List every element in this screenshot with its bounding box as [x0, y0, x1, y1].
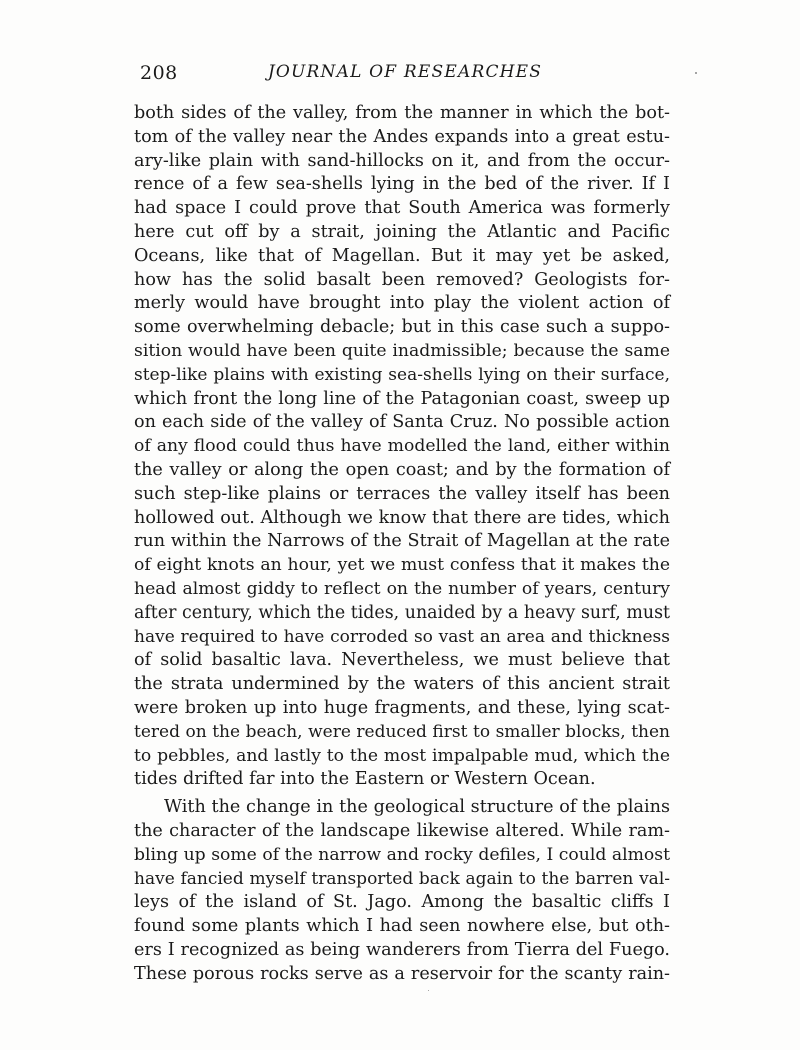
- text-line: tered on the beach, were reduced first to smaller blocks, then: [134, 721, 670, 742]
- text-line: the strata undermined by the waters of this ancient strait: [134, 674, 670, 695]
- text-line: tom of the valley near the Andes expands into a great estu-: [134, 126, 670, 147]
- text-line: leys of the island of St. Jago. Among the basaltic cliffs I: [134, 892, 670, 913]
- paper-speck: [428, 990, 429, 991]
- text-line: of solid basaltic lava. Nevertheless, we must believe that: [134, 650, 670, 671]
- text-line: the character of the landscape likewise altered. While ram-: [134, 820, 670, 841]
- text-line: had space I could prove that South America was formerly: [134, 198, 670, 219]
- text-line: sition would have been quite inadmissible; because the same: [134, 340, 670, 361]
- text-line: both sides of the valley, from the manner in which the bot-: [134, 103, 670, 123]
- body-text: [134, 102, 670, 986]
- paper-speck: [695, 72, 697, 74]
- text-line: rence of a few sea-shells lying in the bed of the river. If I: [134, 174, 670, 195]
- text-line: These porous rocks serve as a reservoir for the scanty rain-: [134, 963, 670, 984]
- text-line: bling up some of the narrow and rocky defiles, I could almost: [134, 844, 670, 865]
- running-title: JOURNAL OF RESEARCHES: [267, 62, 543, 82]
- page-number: 208: [140, 62, 178, 84]
- text-line: hollowed out. Although we know that there are tides, which: [134, 507, 670, 528]
- text-line: on each side of the valley of Santa Cruz. No possible action: [134, 412, 670, 433]
- text-line: to pebbles, and lastly to the most impalpable mud, which the: [134, 745, 670, 766]
- text-line: found some plants which I had seen nowhere else, but oth-: [134, 916, 670, 937]
- text-line: some overwhelming debacle; but in this case such a suppo-: [134, 317, 670, 338]
- text-line: the valley or along the open coast; and by the formation of: [134, 459, 670, 480]
- text-line: run within the Narrows of the Strait of Magellan at the rate: [134, 531, 670, 552]
- text-line: after century, which the tides, unaided by a heavy surf, must: [134, 602, 670, 623]
- text-line: With the change in the geological structure of the plains: [164, 797, 670, 818]
- paragraph-1: [134, 102, 670, 792]
- text-line: of any flood could thus have modelled the land, either within: [134, 436, 670, 457]
- text-line: merly would have brought into play the violent action of: [134, 293, 670, 314]
- text-line: step-like plains with existing sea-shells lying on their surface,: [134, 364, 670, 385]
- text-line: ers I recognized as being wanderers from Tierra del Fuego.: [134, 939, 670, 960]
- text-line: such step-like plains or terraces the valley itself has been: [134, 483, 670, 504]
- text-line: were broken up into huge fragments, and these, lying scat-: [134, 697, 670, 718]
- text-line: have required to have corroded so vast an area and thickness: [134, 626, 670, 647]
- text-line: here cut off by a strait, joining the Atlantic and Pacific: [134, 221, 670, 242]
- text-line: tides drifted far into the Eastern or Western Ocean.: [134, 769, 596, 790]
- paragraph-2: [134, 796, 670, 986]
- running-head: [140, 62, 670, 90]
- text-line: have fancied myself transported back again to the barren val-: [134, 868, 670, 889]
- text-line: which front the long line of the Patagonian coast, sweep up: [134, 388, 670, 409]
- text-line: Oceans, like that of Magellan. But it may yet be asked,: [134, 245, 670, 266]
- text-line: how has the solid basalt been removed? Geologists for-: [134, 269, 670, 290]
- text-line: of eight knots an hour, yet we must confess that it makes the: [134, 555, 670, 576]
- text-line: head almost giddy to reflect on the number of years, century: [134, 578, 670, 599]
- text-line: ary-like plain with sand-hillocks on it, and from the occur-: [134, 150, 670, 171]
